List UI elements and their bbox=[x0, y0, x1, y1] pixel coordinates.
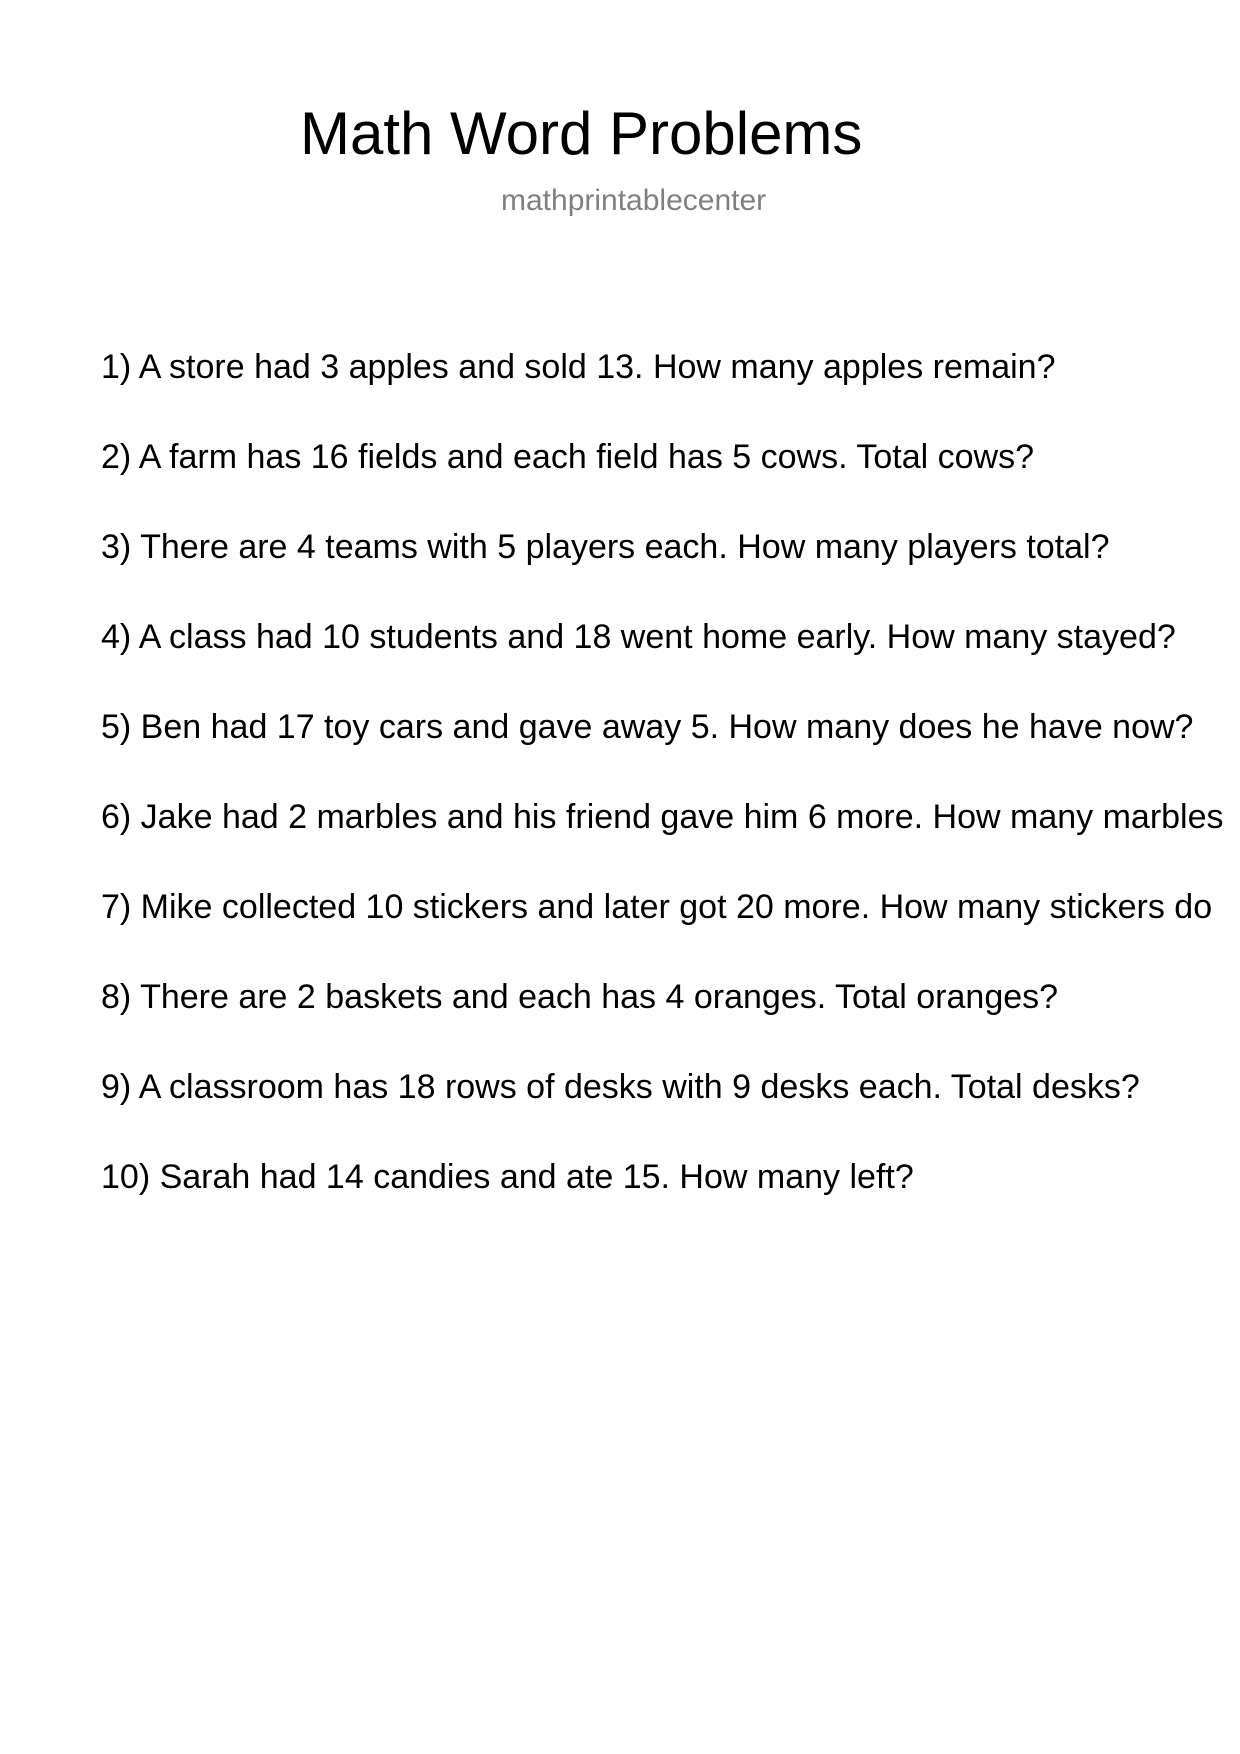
problem-list bbox=[101, 347, 1224, 1247]
problem-item: 7) Mike collected 10 stickers and later got 20 more. How many stickers do bbox=[101, 888, 1213, 926]
page-subtitle: mathprintablecenter bbox=[501, 184, 767, 217]
problem-item: 3) There are 4 teams with 5 players each. How many players total? bbox=[101, 528, 1110, 566]
page-title: Math Word Problems bbox=[300, 100, 863, 167]
problem-item: 5) Ben had 17 toy cars and gave away 5. How many does he have now? bbox=[101, 708, 1194, 746]
problem-item: 8) There are 2 baskets and each has 4 oranges. Total oranges? bbox=[101, 978, 1059, 1016]
problem-item: 2) A farm has 16 fields and each field has 5 cows. Total cows? bbox=[101, 438, 1035, 476]
problem-item: 10) Sarah had 14 candies and ate 15. How many left? bbox=[101, 1158, 914, 1196]
problem-item: 9) A classroom has 18 rows of desks with 9 desks each. Total desks? bbox=[101, 1068, 1140, 1106]
problem-item: 4) A class had 10 students and 18 went home early. How many stayed? bbox=[101, 618, 1176, 656]
problem-item: 6) Jake had 2 marbles and his friend gave him 6 more. How many marbles bbox=[101, 798, 1224, 836]
problem-item: 1) A store had 3 apples and sold 13. How many apples remain? bbox=[101, 348, 1056, 386]
